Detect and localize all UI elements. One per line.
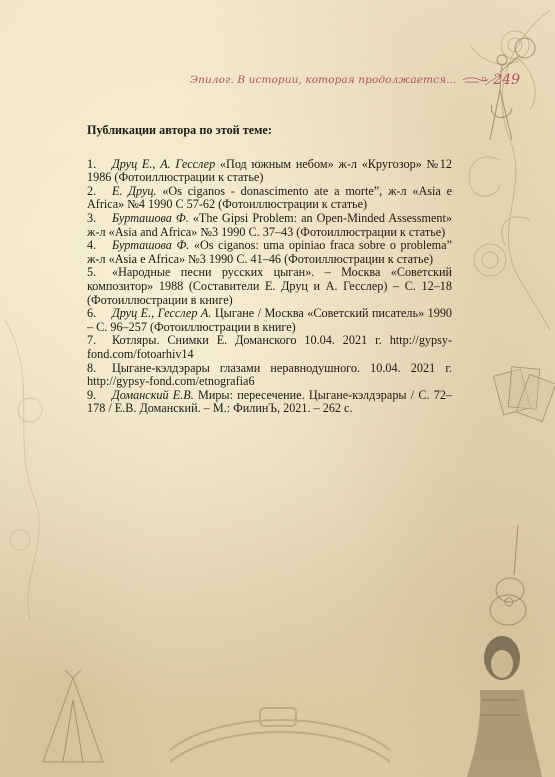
publication-text: «Os ciganos - donascimento ate a morte”, ж-л «Asia e Africa» №4 1990 С 57-62 (Фотоиллюстрации к статье)	[87, 183, 452, 212]
publication-number: 5.	[87, 265, 97, 280]
publication-number: 2.	[87, 183, 97, 198]
publication-number: 3.	[87, 210, 97, 225]
publication-number: 9.	[87, 387, 97, 402]
publication-item	[87, 239, 452, 266]
publication-text: Цыгане / Москва «Советский писатель» 1990 – С. 96–257 (Фотоиллюстрации в книге)	[87, 306, 453, 334]
publication-item	[87, 158, 452, 185]
publication-text: Цыгане-кэлдэрары глазами неравнодушного. 10.04. 2021 г. http://gypsy-fond.com/etnografia6	[87, 360, 452, 389]
running-title: Эпилог. В истории, которая продолжается...	[190, 74, 457, 86]
publication-text: «Os ciganos: uma opiniao fraca sobre o problema” ж-л «Asia e Africa» №3 1990 С. 41–46 (Фотоиллюстрации к статье)	[87, 238, 452, 266]
tambourine-dancer-illustration	[470, 30, 550, 150]
publication-number: 7.	[87, 333, 97, 348]
publication-item	[87, 212, 452, 239]
publication-author: Друц Е., Гесслер А.	[112, 306, 212, 321]
publications-section	[87, 118, 452, 416]
swirl-ornament-icon	[462, 74, 489, 86]
bracelet-illustration	[160, 690, 400, 777]
publication-number: 8.	[87, 360, 97, 375]
publication-item	[87, 307, 452, 334]
publication-text: «Под южным небом» ж-л «Кругозор» №12 1986 (Фотоиллюстрации к статье)	[87, 156, 452, 185]
publication-number: 6.	[87, 306, 97, 321]
playing-cards-illustration	[490, 360, 555, 450]
publication-author: Е. Друц.	[112, 183, 157, 198]
publication-item	[87, 389, 452, 416]
publication-text: «Народные песни русских цыган». – Москва «Советский композитор» 1988 (Составители Е. Друц и А. Гесслер) – С. 12–18 (Фотоиллюстрации в книге)	[87, 265, 452, 307]
publication-text: Котляры. Снимки Е. Доманского 10.04. 2021 г. http://gypsy-fond.com/fotoarhiv14	[87, 333, 452, 361]
floral-ornament-left	[0, 320, 70, 620]
publication-number: 1.	[87, 156, 97, 171]
publication-item	[87, 185, 452, 212]
running-header	[190, 70, 520, 90]
section-heading: Публикации автора по этой теме:	[87, 123, 272, 137]
tent-illustration	[35, 670, 110, 770]
guitar-illustration	[480, 520, 540, 630]
publication-author: Бурташова Ф.	[112, 210, 189, 225]
publications-list	[87, 158, 452, 416]
page-number: 249	[493, 72, 520, 88]
publication-text: «The Gipsi Problem: an Open-Minded Assessment» ж-л «Asia and Africa» №3 1990 С. 37–43 (Фотоиллюстрации к статье)	[87, 210, 453, 239]
publication-item	[87, 266, 452, 307]
publication-item	[87, 334, 452, 361]
publication-author: Доманский Е.В.	[112, 387, 194, 402]
publication-author: Друц Е., А. Гесслер	[112, 156, 216, 171]
publication-number: 4.	[87, 238, 97, 253]
gypsy-woman-portrait	[462, 630, 552, 777]
publication-item	[87, 362, 452, 389]
publication-text: Миры: пересечение. Цыгане-кэлдэрары / С. 72–178 / Е.В. Доманский. – М.: ФилинЪ, 2021. – 262 с.	[87, 387, 453, 416]
publication-author: Бурташова Ф.	[112, 238, 190, 253]
